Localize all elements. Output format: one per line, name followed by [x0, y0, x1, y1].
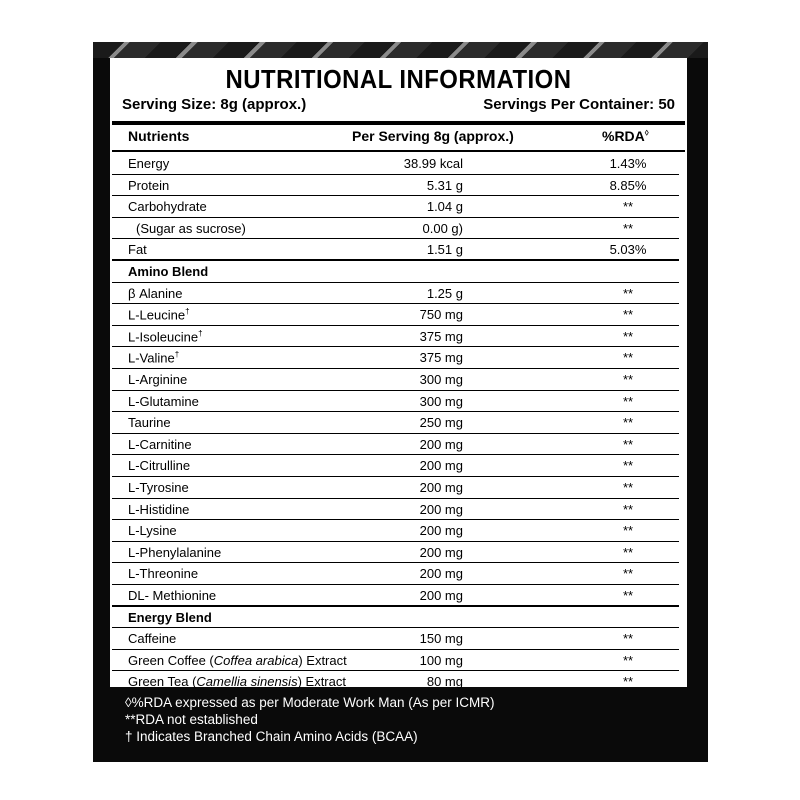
nutrient-amount: 375 mg: [419, 350, 463, 366]
nutrient-rda: **: [622, 350, 634, 366]
nutrient-name: L-Phenylalanine: [128, 544, 222, 560]
table-row: [112, 326, 685, 348]
nutrient-amount: 750 mg: [419, 307, 463, 323]
table-row: [112, 650, 685, 672]
header-per-serving: Per Serving 8g (approx.): [352, 128, 514, 144]
nutrient-amount: 300 mg: [419, 372, 463, 387]
nutrient-rda: **: [622, 285, 634, 301]
nutrient-name: L-Isoleucine†: [128, 328, 203, 345]
nutrient-rda: **: [622, 372, 634, 387]
table-row: [112, 671, 685, 693]
nutrient-rda: **: [622, 566, 634, 582]
nutrient-name: L-Citrulline: [128, 458, 191, 474]
table-row: [112, 455, 685, 477]
footnote: ◊%RDA expressed as per Moderate Work Man (As per ICMR): [125, 695, 495, 710]
nutrient-amount: 150 mg: [419, 631, 463, 647]
table-row: [112, 304, 685, 326]
nutrient-rda: **: [622, 328, 634, 344]
nutrient-amount: 250 mg: [419, 415, 463, 431]
nutrient-name: L-Arginine: [128, 372, 188, 387]
nutrient-amount: 1.51 g: [426, 242, 463, 258]
table-row: [112, 347, 685, 369]
table-row: [112, 369, 685, 391]
nutrient-amount: 200 mg: [419, 566, 463, 582]
table-row: [112, 175, 685, 197]
nutrient-name: Fat: [128, 242, 147, 258]
nutrient-rda: **: [622, 415, 634, 431]
nutrient-rda: 8.85%: [609, 177, 647, 193]
nutrient-amount: 200 mg: [419, 480, 463, 495]
table-row: [112, 412, 685, 434]
nutrient-amount: 300 mg: [419, 393, 463, 409]
nutrient-name: Carbohydrate: [128, 199, 207, 215]
nutrient-amount: 38.99 kcal: [403, 156, 463, 171]
header-rda: [602, 128, 649, 144]
header-divider: [112, 150, 685, 152]
nutrient-amount: 200 mg: [419, 544, 463, 560]
nutrient-amount: 200 mg: [419, 458, 463, 474]
nutrient-amount: 200 mg: [419, 588, 463, 603]
nutrient-name: L-Lysine: [128, 523, 177, 539]
nutrient-rda: **: [622, 544, 634, 560]
nutrient-name: L-Valine†: [128, 350, 180, 366]
nutrient-rda: **: [622, 631, 634, 647]
nutrient-rda: **: [622, 436, 634, 452]
nutrient-rda: **: [622, 480, 634, 495]
nutrient-name: Green Tea (Camellia sinensis) Extract: [128, 674, 346, 690]
serving-info: [122, 96, 675, 118]
nutrient-name: Energy: [128, 156, 170, 171]
nutrient-amount: 100 mg: [419, 652, 463, 668]
table-row: [112, 542, 685, 564]
dagger-icon: †: [198, 328, 203, 338]
table-row: [112, 239, 685, 261]
nutrient-amount: 0.00 g): [422, 220, 463, 236]
nutrient-name: L-Glutamine: [128, 393, 199, 409]
nutrient-name: Taurine: [128, 415, 171, 431]
table-row: [112, 283, 685, 305]
nutrient-rda: **: [622, 393, 634, 409]
nutrient-rda: **: [622, 220, 634, 236]
nutrient-amount: 200 mg: [419, 501, 463, 517]
section-title: Amino Blend: [128, 264, 209, 279]
table-row: [112, 628, 685, 650]
nutrient-amount: 5.31 g: [426, 177, 463, 193]
servings-per-container: Servings Per Container: 50: [483, 96, 675, 113]
nutrient-rda: 1.43%: [609, 156, 647, 171]
table-row: [112, 520, 685, 542]
nutrient-name: L-Histidine: [128, 501, 190, 517]
nutrient-name: (Sugar as sucrose): [136, 220, 246, 236]
nutrient-rda: **: [622, 523, 634, 539]
diamond-icon: ◊: [125, 695, 132, 710]
nutrient-amount: 1.25 g: [426, 285, 463, 301]
nutrient-name: L-Leucine†: [128, 307, 190, 323]
table-row: [112, 153, 685, 175]
footnote: **RDA not established: [125, 712, 258, 727]
nutrient-amount: 1.04 g: [426, 199, 463, 215]
table-row: [112, 585, 685, 607]
nutrient-amount: 200 mg: [419, 436, 463, 452]
nutrient-rda: **: [622, 501, 634, 517]
label-background: [93, 42, 708, 762]
table-row: [112, 196, 685, 218]
nutrient-amount: 80 mg: [426, 674, 463, 690]
nutrient-name: L-Tyrosine: [128, 480, 189, 495]
nutrient-amount: 200 mg: [419, 523, 463, 539]
nutrient-name: L-Carnitine: [128, 436, 192, 452]
table-row: [112, 391, 685, 413]
nutrient-rda: **: [622, 588, 634, 603]
nutrient-rda: **: [622, 652, 634, 668]
dagger-icon: †: [185, 307, 190, 317]
table-row: [112, 563, 685, 585]
rda-diamond-icon: ◊: [644, 128, 649, 138]
nutrient-name: Protein: [128, 177, 170, 193]
nutrient-name: β Alanine: [128, 285, 183, 301]
table-row: [112, 499, 685, 521]
section-row: [112, 261, 685, 283]
label-title: NUTRITIONAL INFORMATION: [225, 64, 572, 94]
nutrient-name: L-Threonine: [128, 566, 199, 582]
nutrient-rda: **: [622, 199, 634, 215]
header-nutrients: Nutrients: [128, 128, 190, 144]
section-row: [112, 607, 685, 629]
section-title: Energy Blend: [128, 609, 212, 625]
footnotes: [125, 694, 495, 745]
table-row: [112, 477, 685, 499]
dagger-icon: †: [174, 350, 180, 360]
nutrient-amount: 375 mg: [419, 328, 463, 344]
dagger-icon: †: [125, 729, 133, 744]
serving-size: Serving Size: 8g (approx.): [122, 96, 307, 113]
nutrient-name: Caffeine: [128, 631, 177, 647]
table-row: [112, 434, 685, 456]
nutrient-name: Green Coffee (Coffea arabica) Extract: [128, 652, 347, 668]
nutrient-rda: **: [622, 458, 634, 474]
nutrient-rda: **: [622, 674, 634, 690]
nutrient-name: DL- Methionine: [128, 588, 217, 603]
decorative-stripe: [93, 42, 708, 58]
nutrient-rda: 5.03%: [609, 242, 647, 258]
header-rda-text: %RDA: [602, 128, 645, 144]
footnote: † Indicates Branched Chain Amino Acids (BCAA): [125, 729, 418, 744]
nutrient-rda: **: [622, 307, 634, 323]
title-divider: [112, 121, 685, 125]
nutrition-label: [110, 58, 687, 690]
table-row: [112, 218, 685, 240]
